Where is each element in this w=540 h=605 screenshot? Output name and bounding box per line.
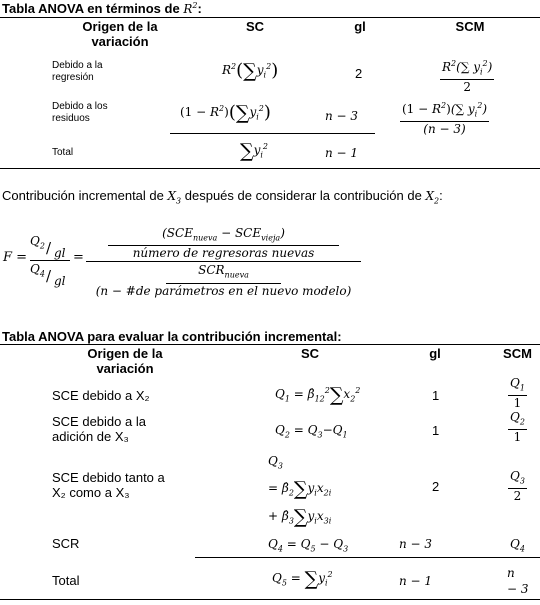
table2-row-total-sc: $Q_5 = \sum y_i^2$: [272, 568, 333, 590]
table1-row-regression-sc: $R^2(\sum y_i^2)$: [222, 60, 279, 82]
r-squared: $R^2$: [183, 1, 198, 16]
table2-row-x3-label: SCE debido a la adición de X₃: [52, 414, 146, 444]
table2-top-rule: [0, 344, 540, 345]
table2-row-both-sc: $Q_3$ = $\betâ_2\sum y_ix_{2i}$ + $\betâ_3\sum y_ix_{3i}$: [268, 454, 332, 528]
table2-row-total-scm: n − 3: [507, 566, 529, 596]
table1-top-rule: [0, 17, 540, 18]
table1-row-total-label: Total: [52, 147, 74, 158]
table2-header-sc: SC: [300, 346, 320, 361]
table1-title: Tabla ANOVA en términos de $R^2$:: [2, 1, 202, 16]
table1-row-regression-gl: 2: [355, 66, 363, 81]
contribution-text: Contribución incremental de $X_3$ después de considerar la contribución de $X_2$:: [2, 188, 443, 206]
table2-row-x2-scm: $\frac{Q_1}{1}$: [510, 376, 525, 411]
table2-row-x3-scm: $\frac{Q_2}{1}$: [510, 410, 525, 445]
formula-right-fraction: $(SCE_{nueva} - SCE_{vieja})$ número de regresoras nuevas $SCR_{nueva}$ (n − #de parámetros en el nuevo modelo): [86, 226, 361, 298]
table1-row-regression-scm: $\frac{R^2(\sum y_i^2)}{2}$: [440, 56, 494, 95]
table2-header-origin: Origen de la variación: [87, 346, 163, 376]
formula-f: F =: [3, 250, 28, 265]
table2-bottom-rule: [0, 599, 540, 600]
table2-header-gl: gl: [429, 346, 441, 361]
table1-row-total-sc: $\sum y_i^2$: [240, 140, 269, 162]
table2-row-both-scm: $\frac{Q_3}{2}$: [510, 469, 525, 504]
table2-row-x2-sc: $Q_1$ = $\betâ_{12}^2\sum x_2^2$: [275, 384, 361, 406]
table1-header-gl: gl: [354, 19, 366, 34]
table1-row-total-gl: n − 1: [325, 146, 359, 160]
table2-row-both-gl: 2: [432, 479, 440, 494]
table1-row-residual-sc: $(1 - R^2)(\sum y_i^2)$: [180, 102, 271, 124]
table2-row-scr-sc: $Q_4 = Q_5 - Q_3$: [268, 537, 349, 554]
table2-total-rule: [195, 557, 540, 558]
table1-row-residual-scm: $\frac{(1 - R^2)(\sum y_i^2)}{(n - 3)}$: [400, 98, 489, 137]
formula-left-fraction: $Q_2$ / gl $Q_4$ / gl: [30, 234, 70, 286]
table2-row-x3-sc: $Q_2 = Q_3-Q_1$: [275, 423, 348, 440]
table2-row-x2-label: SCE debido a X₂: [52, 388, 150, 403]
table1-row-residual-gl: n − 3: [325, 109, 359, 123]
table2-row-x3-gl: 1: [432, 423, 440, 438]
table1-header-sc: SC: [245, 19, 265, 34]
table2-row-x2-gl: 1: [432, 388, 440, 403]
table2-row-scr-scm: $Q_4$: [510, 537, 525, 554]
table1-row-regression-label: Debido a la regresión: [52, 60, 103, 83]
table1-bottom-rule: [0, 168, 540, 169]
table2-row-both-label: SCE debido tanto a X₂ como a X₃: [52, 470, 165, 500]
table2-title: Tabla ANOVA para evaluar la contribución incremental:: [2, 329, 342, 344]
table2-row-scr-gl: n − 3: [399, 537, 433, 551]
table1-row-residual-label: Debido a los residuos: [52, 101, 108, 124]
table1-total-rule: [170, 133, 375, 134]
table1-header-scm: SCM: [455, 19, 485, 34]
table2-row-total-label: Total: [52, 573, 80, 588]
table1-header-origin: Origen de la variación: [82, 19, 158, 49]
table2-row-total-gl: n − 1: [399, 574, 433, 588]
table2-header-scm: SCM: [503, 346, 532, 361]
table2-row-scr-label: SCR: [52, 536, 80, 551]
formula-equals: =: [73, 250, 84, 265]
